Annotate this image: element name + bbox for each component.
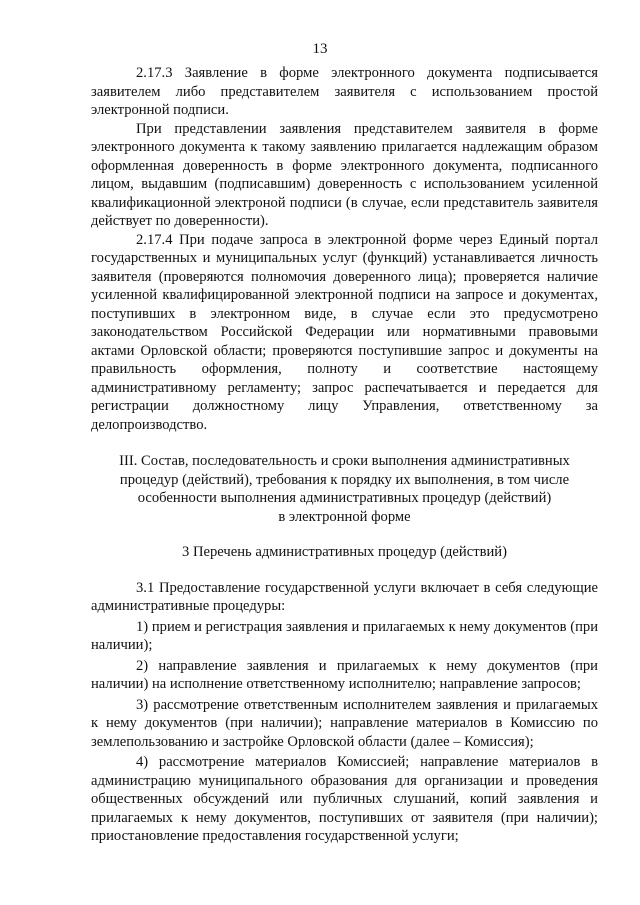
paragraph-2-17-4: 2.17.4 При подаче запроса в электронной форме через Единый портал государственных и муниципальных услуг (функций) устанавливается личность заявителя (проверяются полномочия доверенного лица); проверяется наличие усиленной квалифицированной электронной подписи на запросе и документах, поступивших в электронном виде, в случае если это предусмотрено законодательством Российской Федерации или нормативными правовыми актами Орловской области; проверяются поступившие запрос и документы на правильность оформления, полноту и соответствие настоящему административному регламенту; запрос распечатывается и передается для регистрации должностному лицу Управления, ответственному за делопроизводство. (91, 231, 598, 433)
paragraph-2-17-3: 2.17.3 Заявление в форме электронного документа подписывается заявителем либо представителем заявителя с использованием простой электронной подписи. (91, 65, 598, 118)
subheading-procedures-list: 3 Перечень административных процедур (действий) (182, 544, 507, 560)
list-item: 4) рассмотрение материалов Комиссией; направление материалов в администрацию муниципального образования для организации и проведения общественных обсуждений или публичных слушаний, копий заявления и прилагаемых к нему документов, поступивших от заявителя (при наличии); приостановление предоставления государственной услуги; (91, 754, 598, 844)
section-heading-line: особенности выполнения административных процедур (действий) (137, 490, 552, 506)
section-heading-line: в электронной форме (278, 508, 411, 525)
list-item: 3) рассмотрение ответственным исполнителем заявления и прилагаемых к нему документов (при наличии); направление материалов в Комиссию по землепользованию и застройке Орловской области (далее – Комиссия); (91, 696, 598, 750)
list-item: 2) направление заявления и прилагаемых к нему документов (при наличии) на исполнение ответственному исполнителю; направление запросов; (91, 657, 598, 692)
section-heading-line: III. Состав, последовательность и сроки выполнения административных (119, 453, 570, 469)
paragraph-3-1: 3.1 Предоставление государственной услуги включает в себя следующие административные процедуры: (91, 579, 598, 614)
document-body (91, 64, 598, 846)
section-heading-line: процедур (действий), требования к порядку их выполнения, в том числе (119, 471, 570, 488)
section-heading-iii (91, 452, 598, 526)
list-item: 1) прием и регистрация заявления и прилагаемых к нему документов (при наличии); (91, 618, 598, 653)
page-number: 13 (312, 41, 328, 57)
paragraph-representative: При представлении заявления представителем заявителя в форме электронного документа к такому заявлению прилагается надлежащим образом оформленная доверенность в форме электронного документа, подписанного лицом, выдавшим (подписавшим) доверенность с использованием усиленной квалификационной электроной подписи (в случае, если представитель заявителя действует по доверенности). (91, 120, 598, 229)
